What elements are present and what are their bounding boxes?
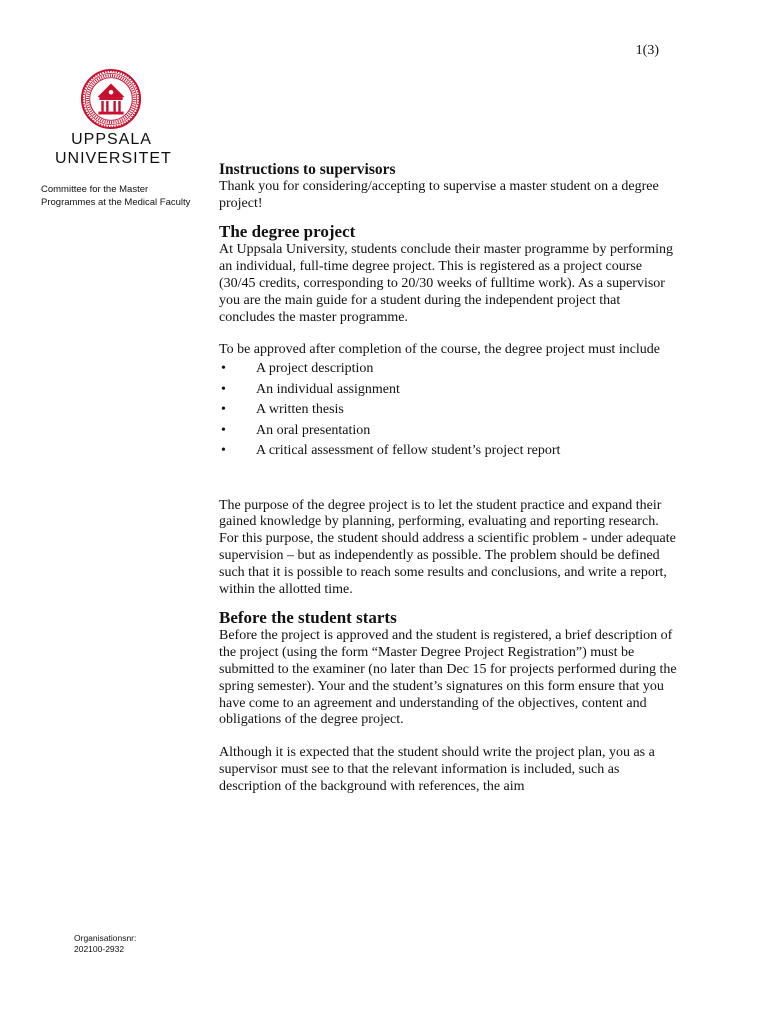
section-heading-before-start: Before the student starts (219, 608, 397, 628)
paragraph: To be approved after completion of the course, the degree project must include (219, 342, 661, 358)
university-logo (55, 130, 172, 168)
logo-line-2: UNIVERSITET (55, 150, 172, 167)
document-title: Instructions to supervisors (219, 161, 396, 178)
list-item: • A project description (219, 359, 679, 380)
university-seal-icon (80, 68, 142, 130)
org-label: Organisationsnr: (74, 933, 137, 943)
paragraph: Although it is expected that the student should write the project plan, you as a supervisor must see to that the relevant information is included, such as description of the background with references, the aim (219, 745, 655, 794)
requirements-list (219, 359, 679, 462)
document-body (219, 162, 679, 796)
org-number: 202100-2932 (74, 943, 125, 954)
list-item: • An oral presentation (219, 421, 679, 442)
section-heading-degree-project: The degree project (219, 222, 356, 242)
paragraph: Before the project is approved and the student is registered, a brief description of the project (using the form “Master Degree Project Registration”) must be submitted to the examiner (no later than Dec 15 for projects performed during the spring semester). Your and the student’s signatures on this form ensure that you have come to an agreement and understanding of the objectives, content and obligations of the degree project. (219, 628, 677, 728)
paragraph: The purpose of the degree project is to let the student practice and expand their gained knowledge by planning, performing, evaluating and reporting research. For this purpose, the student should address a scientific problem - under adequate supervision – but as independently as possible. The problem should be defined such that it is possible to reach some results and conclusions, and write a report, within the allotted time. (219, 497, 676, 597)
list-item: • A critical assessment of fellow student’s project report (219, 441, 679, 462)
intro-paragraph: Thank you for considering/accepting to supervise a master student on a degree project! (219, 178, 659, 211)
logo-line-1: UPPSALA (71, 131, 152, 148)
page-number: 1(3) (635, 43, 659, 58)
organisation-info (74, 933, 194, 954)
list-item: • An individual assignment (219, 380, 679, 401)
paragraph: At Uppsala University, students conclude their master programme by performing an individual, full-time degree project. This is registered as a project course (30/45 credits, corresponding to 20/30 weeks of fulltime work). As a supervisor you are the main guide for a student during the independent project that concludes the master programme. (219, 242, 673, 325)
committee-name: Committee for the Master Programmes at the Medical Faculty (41, 184, 191, 208)
list-item: • A written thesis (219, 400, 679, 421)
